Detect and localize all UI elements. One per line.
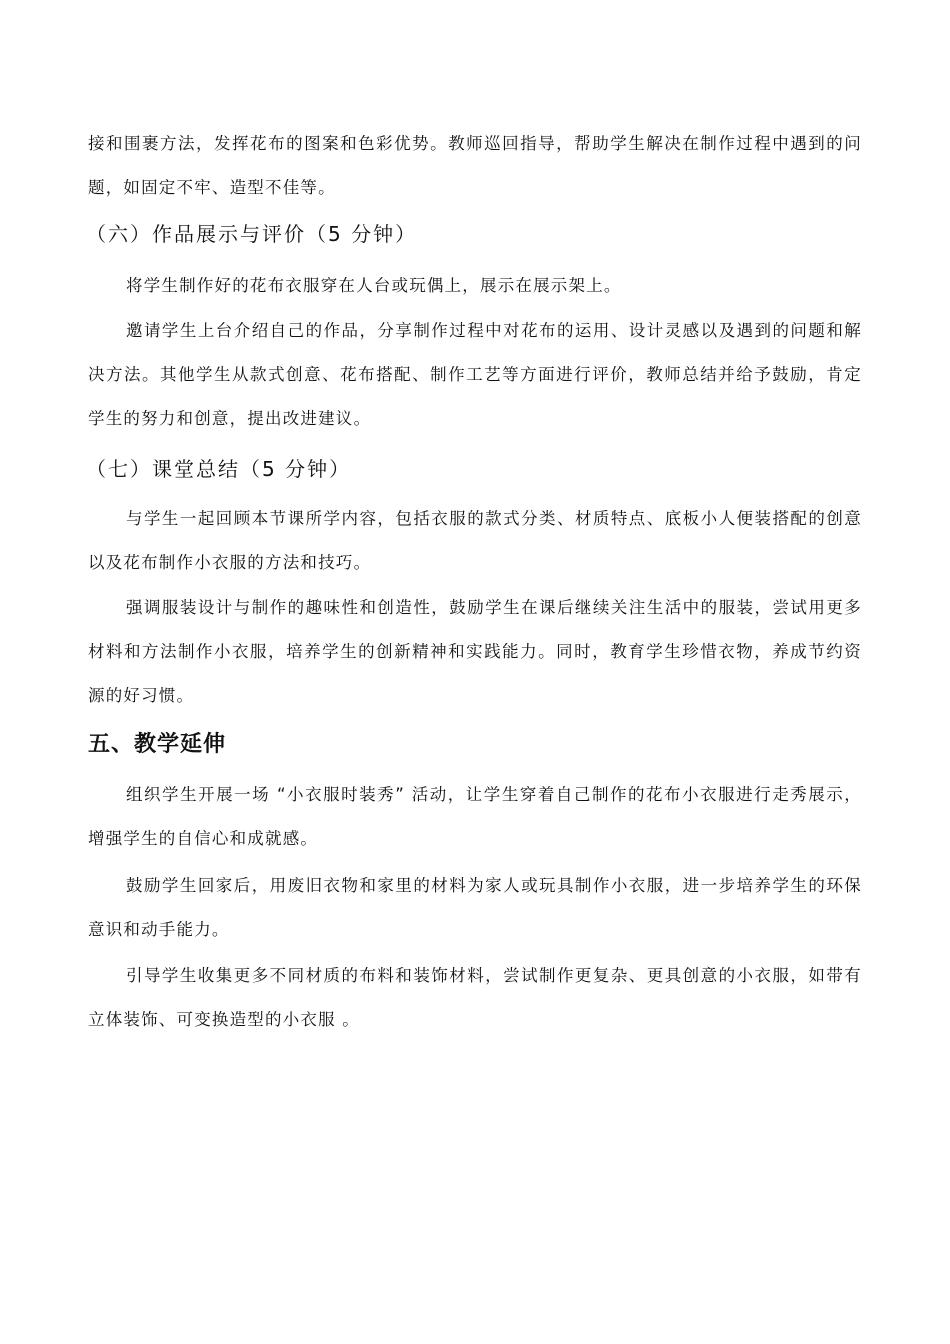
- paragraph-part-5-3: 引导学生收集更多不同材质的布料和装饰材料，尝试制作更复杂、更具创意的小衣服，如带有立体装饰、可变换造型的小衣服 。: [88, 966, 862, 1029]
- paragraph-section-7-1: 与学生一起回顾本节课所学内容，包括衣服的款式分类、材质特点、底板小人便装搭配的创意以及花布制作小衣服的方法和技巧。: [88, 509, 862, 572]
- heading-section-7: （七）课堂总结（5 分钟）: [86, 457, 352, 481]
- heading-section-6: （六）作品展示与评价（5 分钟）: [86, 222, 418, 246]
- heading-part-5: 五、教学延伸: [88, 732, 227, 757]
- paragraph-part-5-2: 鼓励学生回家后，用废旧衣物和家里的材料为家人或玩具制作小衣服，进一步培养学生的环保意识和动手能力。: [88, 876, 862, 939]
- paragraph-section-7-2: 强调服装设计与制作的趣味性和创造性，鼓励学生在课后继续关注生活中的服装，尝试用更多材料和方法制作小衣服，培养学生的创新精神和实践能力。同时，教育学生珍惜衣物，养成节约资源的好习惯。: [88, 598, 862, 705]
- paragraph-part-5-1: 组织学生开展一场 “小衣服时装秀” 活动，让学生穿着自己制作的花布小衣服进行走秀展示，增强学生的自信心和成就感。: [88, 785, 862, 848]
- paragraph-continued: 接和围裹方法，发挥花布的图案和色彩优势。教师巡回指导，帮助学生解决在制作过程中遇到的问题，如固定不牢、造型不佳等。: [88, 134, 862, 197]
- paragraph-section-6-1: 将学生制作好的花布衣服穿在人台或玩偶上，展示在展示架上。: [126, 276, 622, 295]
- paragraph-section-6-2: 邀请学生上台介绍自己的作品，分享制作过程中对花布的运用、设计灵感以及遇到的问题和解决方法。其他学生从款式创意、花布搭配、制作工艺等方面进行评价，教师总结并给予鼓励，肯定学生的努力和创意，提出改进建议。: [88, 321, 862, 428]
